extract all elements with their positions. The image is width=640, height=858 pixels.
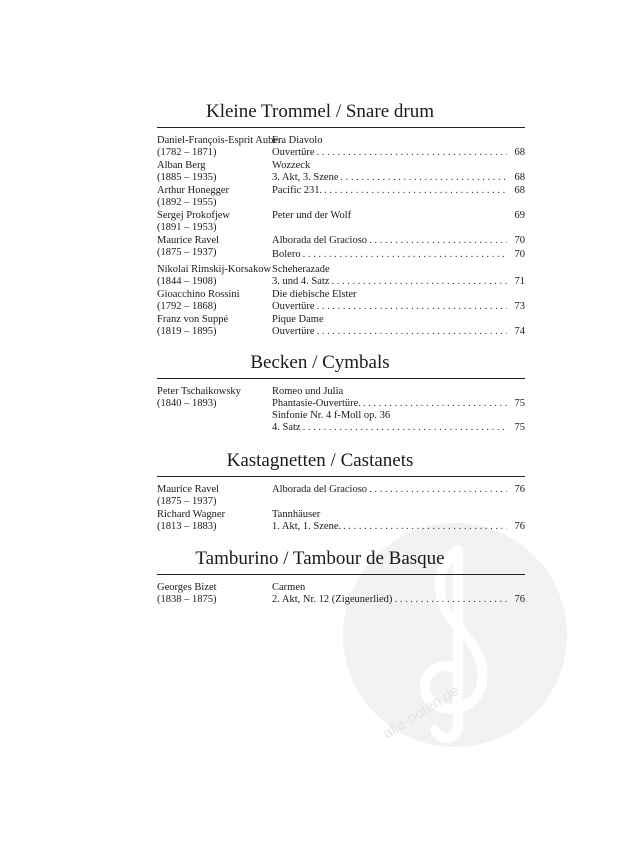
composer-dates: (1840 – 1893) — [157, 398, 217, 409]
page-number[interactable]: 73 — [514, 301, 525, 312]
page-number[interactable]: 76 — [514, 594, 525, 605]
composer-name: Peter Tschaikowsky — [157, 386, 241, 397]
composer-name: Alban Berg — [157, 160, 206, 171]
work-subtitle: Phantasie-Ouvertüre. — [272, 398, 361, 409]
work-title: Scheherazade — [272, 264, 330, 275]
work-item — [272, 160, 525, 184]
work-item — [272, 314, 525, 338]
page-number[interactable]: 70 — [514, 249, 525, 260]
work-item — [272, 185, 525, 197]
section-title: Tamburino / Tambour de Basque — [195, 548, 445, 569]
composer-dates: (1813 – 1883) — [157, 521, 217, 532]
work-title: Tannhäuser — [272, 509, 321, 520]
work-subtitle: Ouvertüre — [272, 326, 315, 337]
work-item — [272, 249, 525, 261]
composer-name: Richard Wagner — [157, 509, 226, 520]
watermark-text: alle-noten.de — [380, 682, 463, 743]
work-title: Carmen — [272, 582, 306, 593]
composer-name: Daniel-François-Esprit Auber — [157, 135, 282, 146]
page-number[interactable]: 70 — [514, 235, 525, 246]
work-subtitle: Pacific 231. — [272, 185, 323, 196]
section-divider — [157, 378, 525, 379]
page-number[interactable]: 68 — [514, 147, 525, 158]
work-item — [272, 386, 525, 410]
composer-dates: (1875 – 1937) — [157, 496, 217, 507]
page-number[interactable]: 69 — [514, 210, 525, 221]
page-number[interactable]: 74 — [514, 326, 525, 337]
work-subtitle: Alborada del Gracioso — [272, 235, 368, 246]
section-divider — [157, 127, 525, 128]
composer-name: Nikolai Rimskij-Korsakow — [157, 264, 272, 275]
composer-name: Maurice Ravel — [157, 235, 220, 246]
page-number[interactable]: 68 — [514, 172, 525, 183]
composer-dates: (1844 – 1908) — [157, 276, 217, 287]
work-title: Pique Dame — [272, 314, 324, 325]
work-title: Die diebische Elster — [272, 289, 357, 300]
composer-dates: (1838 – 1875) — [157, 594, 217, 605]
section-title: Kleine Trommel / Snare drum — [206, 101, 434, 122]
work-item — [272, 289, 525, 313]
work-item — [272, 135, 525, 159]
work-subtitle: 3. und 4. Satz — [272, 276, 330, 287]
section-title: Kastagnetten / Castanets — [226, 450, 414, 471]
page-number[interactable]: 76 — [514, 521, 525, 532]
composer-dates: (1792 – 1868) — [157, 301, 217, 312]
composer-dates: (1891 – 1953) — [157, 222, 217, 233]
work-item — [272, 509, 525, 533]
work-subtitle: 4. Satz — [272, 422, 301, 433]
composer-name: Sergej Prokofjew — [157, 210, 231, 221]
composer-dates: (1885 – 1935) — [157, 172, 217, 183]
work-item — [272, 210, 525, 222]
page-number[interactable]: 75 — [514, 398, 525, 409]
composer-name: Gioacchino Rossini — [157, 289, 240, 300]
page-number[interactable]: 71 — [514, 276, 525, 287]
work-subtitle: 2. Akt, Nr. 12 (Zigeunerlied) — [272, 594, 393, 605]
work-subtitle: Ouvertüre — [272, 147, 315, 158]
section-divider — [157, 476, 525, 477]
work-item — [272, 484, 525, 496]
composer-dates: (1892 – 1955) — [157, 197, 217, 208]
work-item — [272, 410, 525, 434]
work-item — [272, 582, 525, 606]
work-item — [272, 235, 525, 247]
page-number[interactable]: 76 — [514, 484, 525, 495]
page-number[interactable]: 68 — [514, 185, 525, 196]
work-title: Romeo und Julia — [272, 386, 344, 397]
work-subtitle: 3. Akt, 3. Szene — [272, 172, 339, 183]
work-subtitle: Alborada del Gracioso — [272, 484, 368, 495]
work-title: Wozzeck — [272, 160, 311, 171]
composer-name: Arthur Honegger — [157, 185, 230, 196]
composer-dates: (1819 – 1895) — [157, 326, 217, 337]
composer-dates: (1875 – 1937) — [157, 247, 217, 258]
page-number[interactable]: 75 — [514, 422, 525, 433]
work-title: Fra Diavolo — [272, 135, 323, 146]
work-title: Sinfonie Nr. 4 f-Moll op. 36 — [272, 410, 391, 421]
composer-dates: (1782 – 1871) — [157, 147, 217, 158]
work-subtitle: Bolero — [272, 249, 301, 260]
work-item — [272, 264, 525, 288]
composer-name: Maurice Ravel — [157, 484, 220, 495]
work-subtitle: 1. Akt, 1. Szene. — [272, 521, 342, 532]
work-subtitle: Ouvertüre — [272, 301, 315, 312]
composer-name: Franz von Suppé — [157, 314, 229, 325]
composer-name: Georges Bizet — [157, 582, 217, 593]
work-subtitle: Peter und der Wolf — [272, 210, 352, 221]
section-title: Becken / Cymbals — [250, 352, 390, 373]
section-divider — [157, 574, 525, 575]
